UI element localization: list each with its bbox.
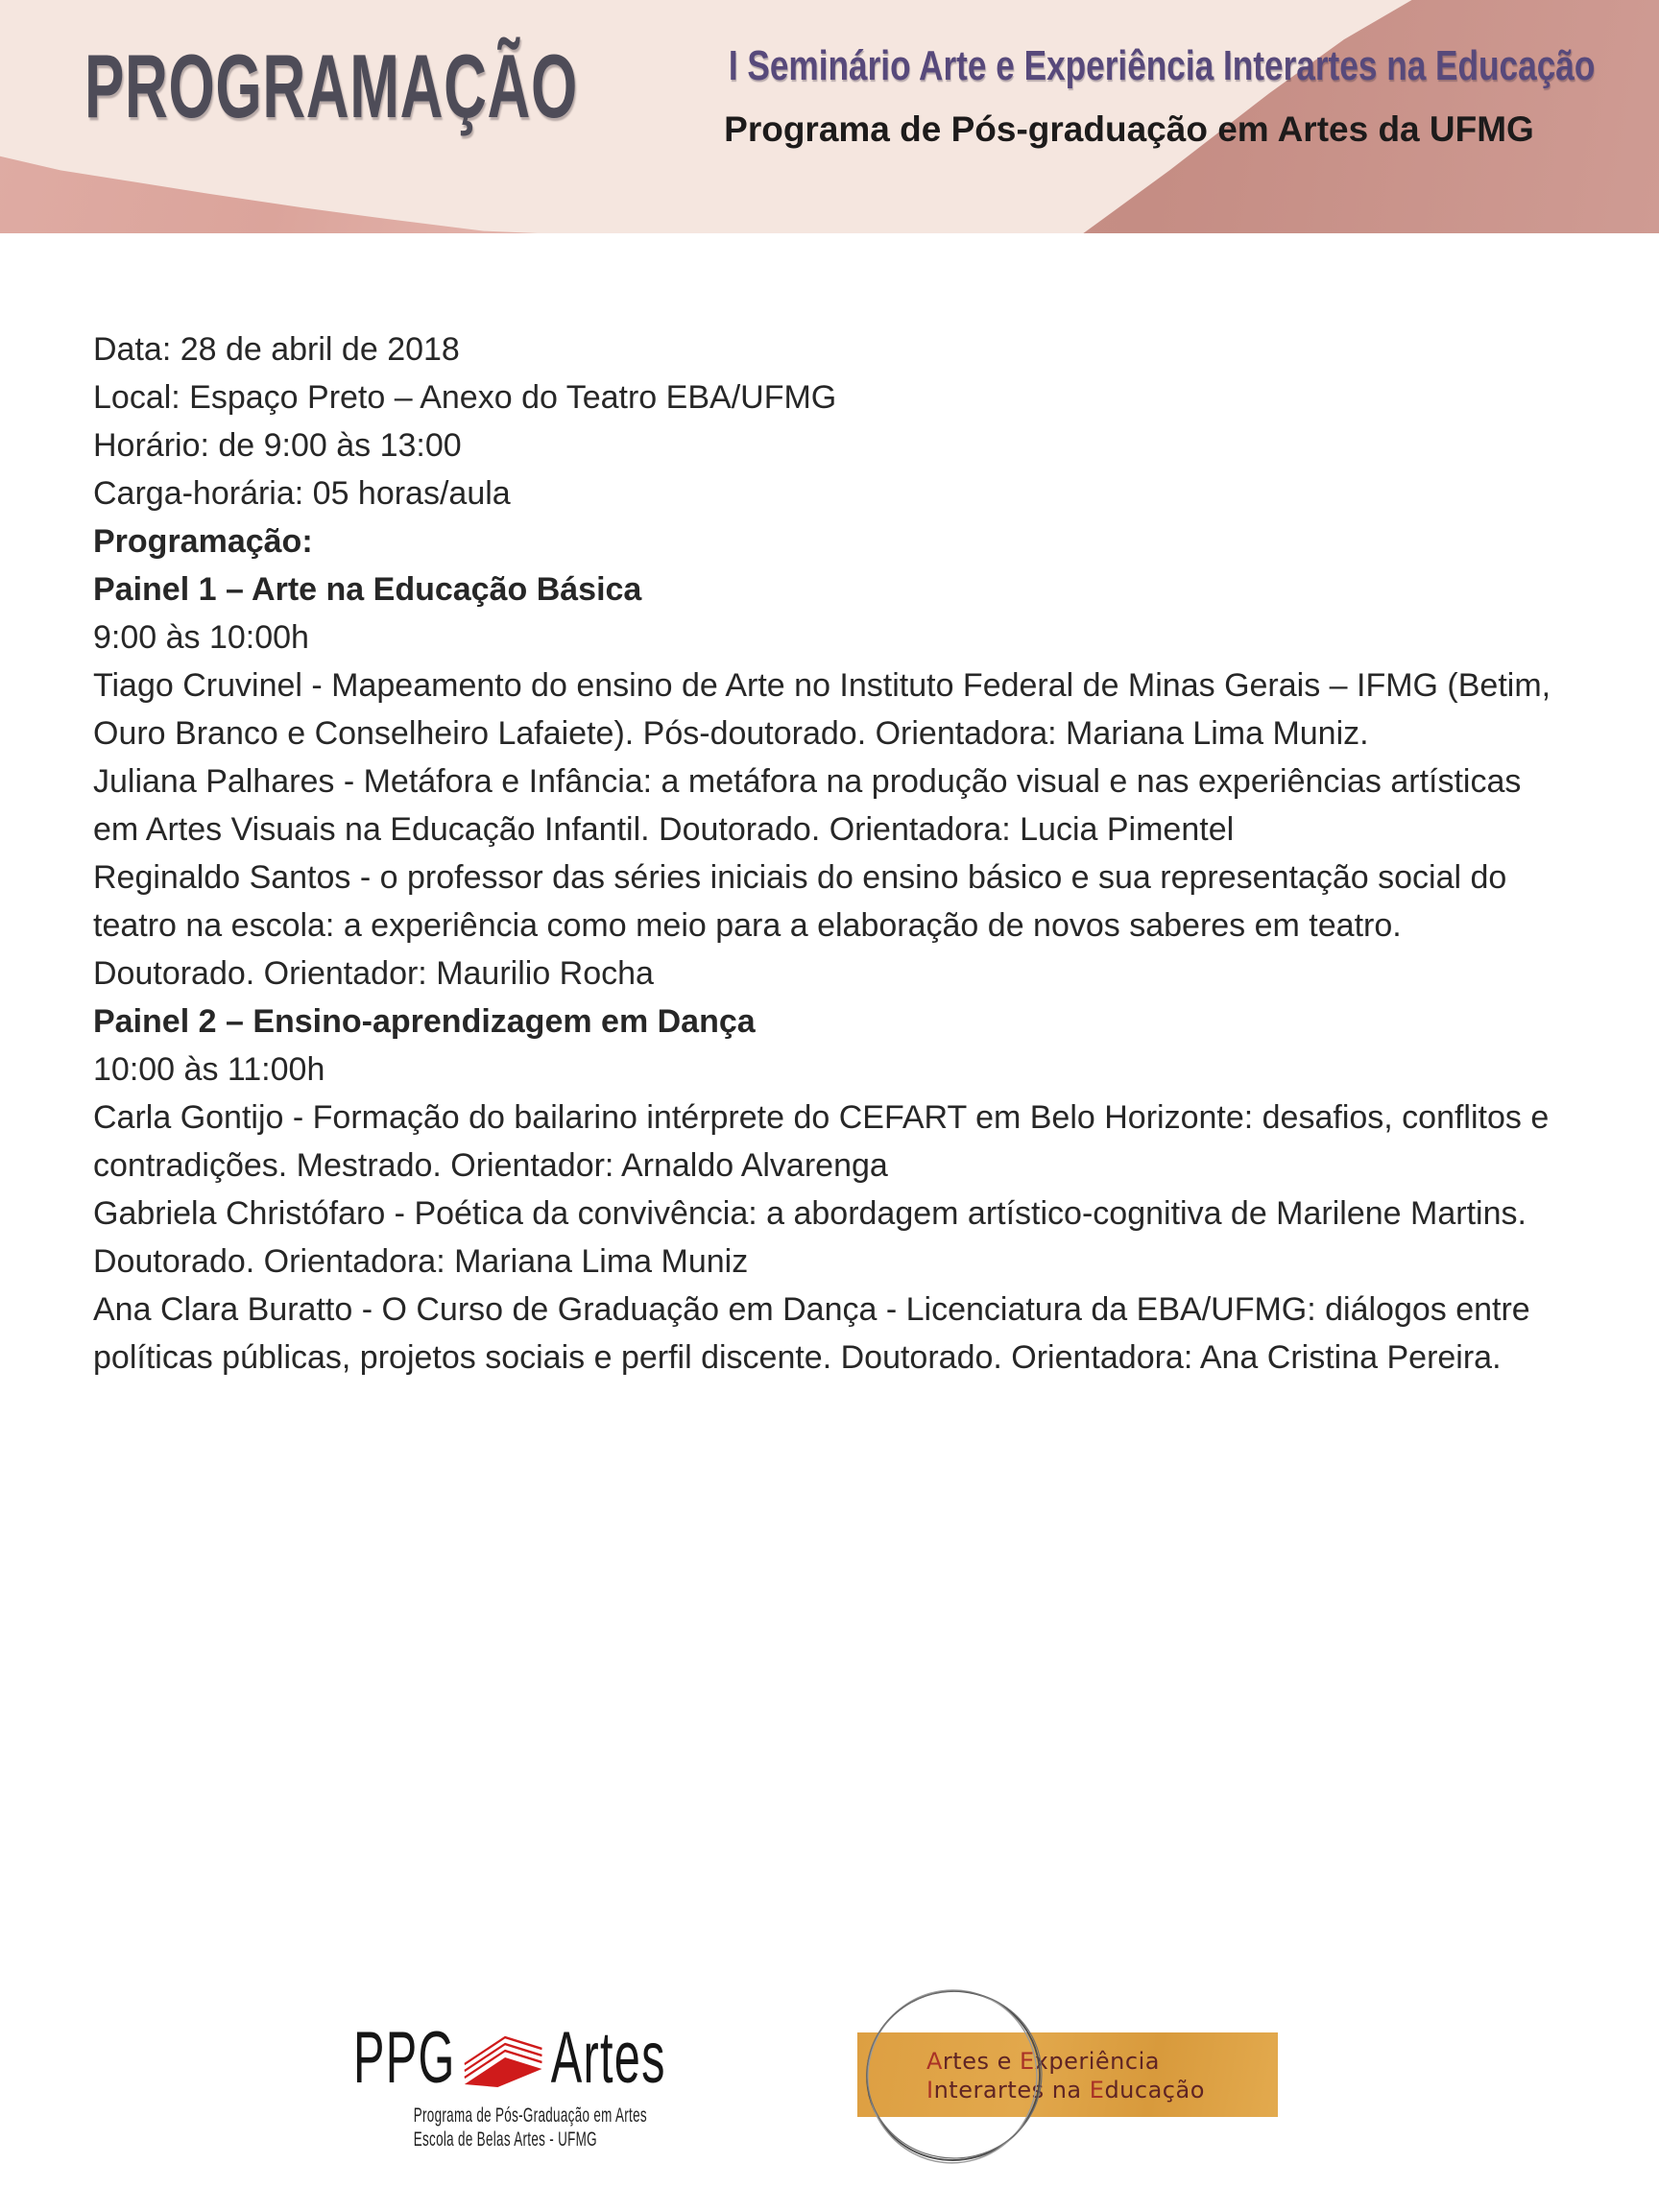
header-event-block: [620, 42, 1638, 150]
badge-accent-letter: E: [1020, 2048, 1035, 2075]
ppg-sub-text: [414, 2104, 666, 2152]
badge-text-segment: xperiência: [1034, 2048, 1160, 2075]
event-workload: Carga-horária: 05 horas/aula: [93, 475, 511, 512]
ppg-wordmark-left: PPG: [353, 2017, 456, 2099]
badge-accent-letter: I: [926, 2077, 934, 2104]
ppg-sub-line1: Programa de Pós-Graduação em Artes: [413, 2104, 647, 2127]
ppg-fan-icon: [462, 2030, 544, 2091]
session-entry: Reginaldo Santos - o professor das séries iniciais do ensino básico e sua representação social do teatro na escola: a experiência como meio para a elaboração de novos saberes em teatro. Doutorado. Orientador: Maurilio Rocha: [93, 859, 1507, 992]
panel-1-time: 9:00 às 10:00h: [93, 619, 309, 656]
ppg-artes-wordmark: [353, 2016, 666, 2100]
schedule-heading: Programação:: [93, 523, 313, 560]
header-banner: [0, 0, 1659, 233]
panel-1-title: Painel 1 – Arte na Educação Básica: [93, 571, 642, 608]
document-body: [0, 233, 1659, 1382]
badge-text-segment: nterartes na: [933, 2077, 1090, 2104]
badge-accent-letter: A: [926, 2048, 943, 2075]
event-subtitle: Programa de Pós-graduação em Artes da UFMG: [724, 109, 1534, 149]
badge-text-segment: rtes e: [942, 2048, 1020, 2075]
session-entry: Tiago Cruvinel - Mapeamento do ensino de Arte no Instituto Federal de Minas Gerais – IFMG (Betim, Ouro Branco e Conselheiro Lafaiete). Pós-doutorado. Orientadora: Mariana Lima Muniz.: [93, 667, 1551, 752]
event-date: Data: 28 de abril de 2018: [93, 331, 460, 368]
page-title: PROGRAMAÇÃO: [84, 36, 578, 136]
event-time: Horário: de 9:00 às 13:00: [93, 427, 462, 464]
ppg-artes-logo: [353, 2016, 666, 2152]
sketch-circle-icon: [861, 1984, 1046, 2168]
badge-accent-letter: E: [1089, 2077, 1105, 2104]
session-entry: Juliana Palhares - Metáfora e Infância: a metáfora na produção visual e nas experiências artísticas em Artes Visuais na Educação Infantil. Doutorado. Orientadora: Lucia Pimentel: [93, 763, 1522, 848]
session-entry: Gabriela Christófaro - Poética da convivência: a abordagem artístico-cognitiva de Marilene Martins. Doutorado. Orientadora: Mariana Lima Muniz: [93, 1195, 1527, 1280]
ppg-wordmark-right: Artes: [550, 2017, 666, 2099]
panel-2-time: 10:00 às 11:00h: [93, 1051, 325, 1088]
panel-2-title: Painel 2 – Ensino-aprendizagem em Dança: [93, 1003, 756, 1040]
ppg-sub-line2: Escola de Belas Artes - UFMG: [413, 2128, 597, 2151]
session-entry: Carla Gontijo - Formação do bailarino intérprete do CEFART em Belo Horizonte: desafios, conflitos e contradições. Mestrado. Orientador: Arnaldo Alvarenga: [93, 1099, 1550, 1184]
badge-text-segment: ducação: [1104, 2077, 1205, 2104]
event-title: I Seminário Arte e Experiência Interartes na Educação: [728, 42, 1596, 89]
event-location: Local: Espaço Preto – Anexo do Teatro EBA/UFMG: [93, 379, 837, 416]
session-entry: Ana Clara Buratto - O Curso de Graduação em Dança - Licenciatura da EBA/UFMG: diálogos entre políticas públicas, projetos sociais e perfil discente. Doutorado. Orientadora: Ana Cristina Pereira.: [93, 1291, 1530, 1376]
